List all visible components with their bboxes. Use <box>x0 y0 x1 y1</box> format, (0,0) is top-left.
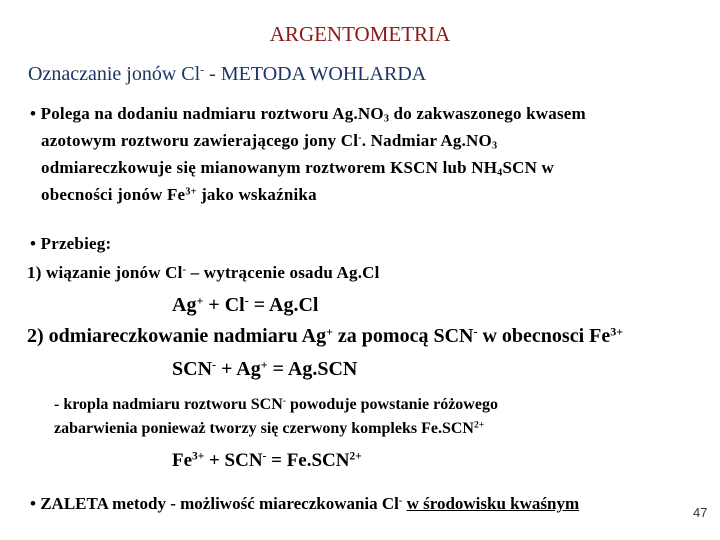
step2-text: 2) odmiareczkowanie nadmiaru Ag+ za pomocą SCN- w obecnosci $Fe^{3+}$ <box>27 324 624 347</box>
bullet2-heading: • Przebieg: <box>30 234 112 253</box>
reaction-equation-2: SCN- + Ag+ = Ag.SCN <box>172 357 358 380</box>
page-number: 47 <box>693 505 708 520</box>
note-line2: zabarwienia ponieważ tworzy się czerwony kompleks $Fe.SCN^{2+}$ <box>54 419 485 437</box>
acidic-medium-underlined: w środowisku kwaśnym <box>406 494 580 513</box>
bullet1-line1: • Polega na dodaniu nadmiaru roztworu $Ag.NO_3$ do zakwaszonego kwasem <box>30 104 586 125</box>
reaction-equation-1: Ag+ + Cl- = Ag.Cl <box>172 293 319 316</box>
bullet1-line3: odmiareczkowuje się mianowanym roztworem KSCN lub $NH_4SCN$ w <box>41 158 554 179</box>
bullet-marker: • <box>30 104 37 123</box>
slide-subtitle: Oznaczanie jonów Cl- - METODA WOHLARDA <box>28 62 427 85</box>
bullet-marker: • <box>30 234 37 253</box>
note-line1: - kropla nadmiaru roztworu SCN- powoduje powstanie różowego <box>54 395 498 413</box>
advantage-bullet: • ZALETA metody - możliwość miareczkowania Cl- w środowisku kwaśnym <box>30 494 580 513</box>
slide-title: ARGENTOMETRIA <box>269 22 451 46</box>
bullet1-line2: azotowym roztworu zawierającego jony Cl-. Nadmiar $Ag.NO_3$ <box>41 131 498 152</box>
reaction-equation-3: $Fe^{3+} + SCN^- = Fe.SCN^{2+}$ <box>172 450 362 471</box>
bullet-marker: • <box>30 494 36 513</box>
bullet1-line4: obecności jonów $Fe^{3+}$ jako wskaźnika <box>41 185 317 204</box>
step1-text: 1) wiązanie jonów Cl- – wytrącenie osadu Ag.Cl <box>27 263 380 282</box>
